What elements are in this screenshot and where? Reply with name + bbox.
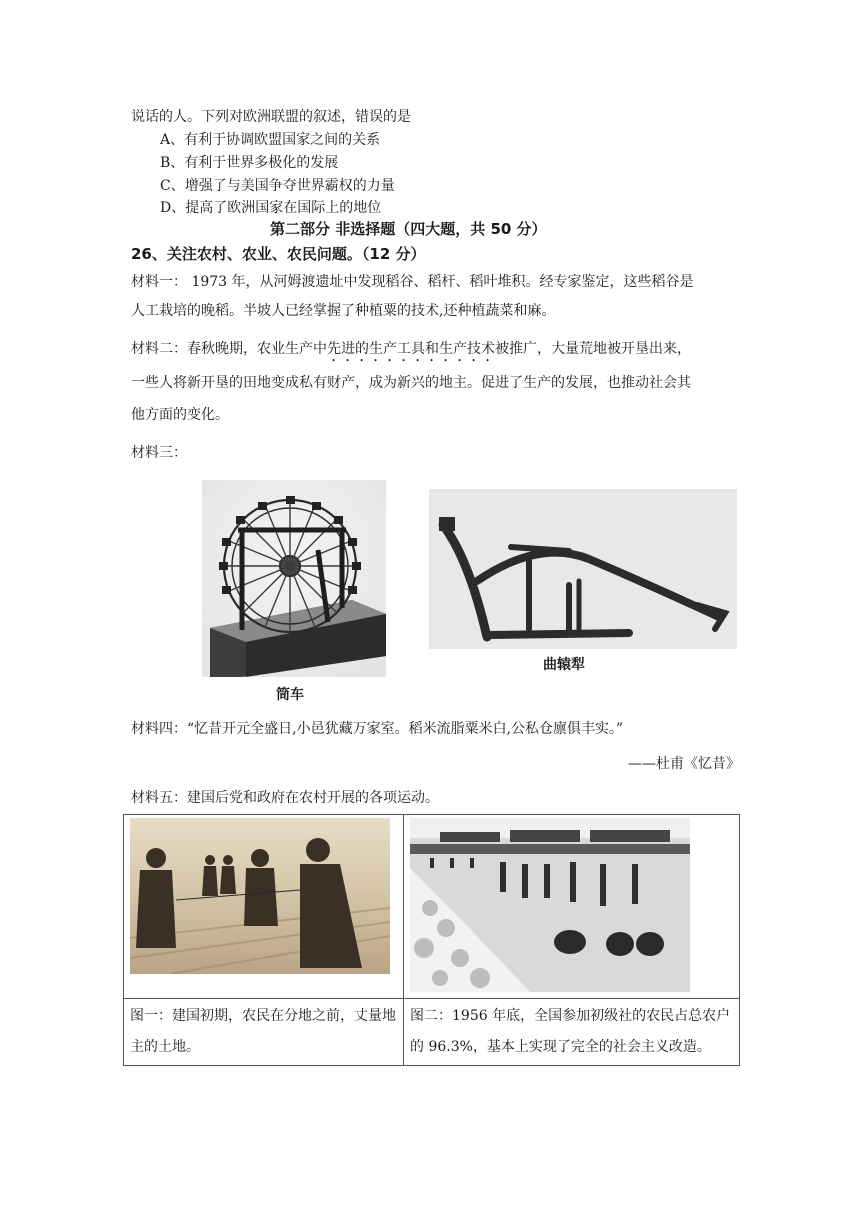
fig1-caption: 图一：建国初期，农民在分地之前，丈量地主的土地。 (130, 1008, 396, 1055)
material-1-line-1: 材料一： 1973 年，从河姆渡遗址中发现稻谷、稻杆、稻叶堆积。经专家鉴定，这些稻谷是 (131, 274, 694, 290)
material-5-table (123, 814, 740, 1066)
fig2-photo (410, 818, 690, 992)
fig2-cell (404, 815, 740, 999)
fig1-cell (124, 815, 404, 999)
material-2-line-1 (131, 340, 691, 365)
material-2-line-3: 他方面的变化。 (131, 407, 229, 423)
tongche-image (202, 480, 386, 677)
material-5-text: 材料五：建国后党和政府在农村开展的各项运动。 (131, 790, 439, 806)
quyuanli-caption: 曲辕犁 (543, 657, 585, 673)
question-title: 26、关注农村、农业、农民问题。（12 分） (131, 245, 426, 263)
emphasized-text: 先进的生产工具和生产技术 (327, 341, 495, 357)
option-a: A、有利于协调欧盟国家之间的关系 (160, 132, 381, 148)
fig1-photo (130, 818, 390, 974)
material-2-text-a: 材料二：春秋晚期，农业生产中 (131, 341, 327, 357)
material-4-source: ——杜甫《忆昔》 (628, 756, 740, 772)
fig2-caption: 图二：1956 年底，全国参加初级社的农民占总农户的 96.3%，基本上实现了完全的社会主义改造。 (410, 1008, 731, 1055)
part-title: 第二部分 非选择题（四大题，共 50 分） (270, 220, 547, 238)
option-c: C、增强了与美国争夺世界霸权的力量 (160, 178, 395, 194)
material-1-line-2: 人工栽培的晚稻。半坡人已经掌握了种植粟的技术,还种植蔬菜和麻。 (131, 303, 556, 319)
question-stem: 说话的人。下列对欧洲联盟的叙述，错误的是 (131, 109, 411, 125)
quyuanli-image (429, 489, 737, 649)
tongche-caption: 筒车 (276, 687, 304, 703)
material-2-line-2: 一些人将新开垦的田地变成私有财产，成为新兴的地主。促进了生产的发展，也推动社会其 (131, 375, 691, 391)
material-4-text: 材料四：“忆昔开元全盛日,小邑犹藏万家室。稻米流脂粟米白,公私仓廪俱丰实。” (131, 721, 624, 737)
option-b: B、有利于世界多极化的发展 (160, 155, 339, 171)
option-d: D、提高了欧洲国家在国际上的地位 (160, 200, 382, 216)
material-3-label: 材料三： (131, 445, 187, 461)
material-2-text-c: 被推广，大量荒地被开垦出来， (495, 341, 691, 357)
